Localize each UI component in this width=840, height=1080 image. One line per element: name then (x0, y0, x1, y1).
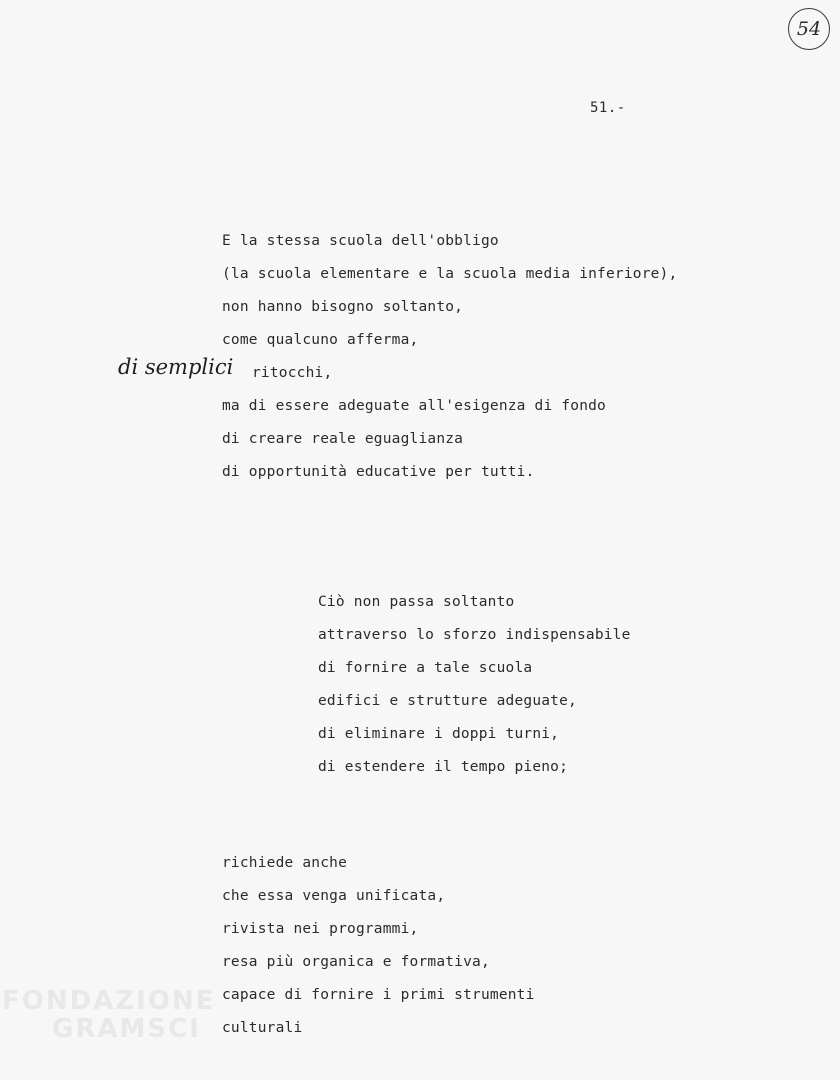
archive-watermark-stamp (50, 430, 690, 570)
paragraph3-line-5: capace di fornire i primi strumenti (222, 987, 535, 1003)
paragraph1-line-3: non hanno bisogno soltanto, (222, 299, 464, 315)
paragraph3-line-6: culturali (222, 1020, 303, 1036)
paragraph2-line-1: Ciò non passa soltanto (318, 594, 515, 610)
paragraph3-line-4: resa più organica e formativa, (222, 954, 490, 970)
paragraph3-line-3: rivista nei programmi, (222, 921, 419, 937)
paragraph2-line-4: edifici e strutture adeguate, (318, 693, 577, 709)
page-number: 51.- (590, 100, 626, 116)
paragraph1-line-8: di opportunità educative per tutti. (222, 464, 535, 480)
paragraph2-line-5: di eliminare i doppi turni, (318, 726, 560, 742)
paragraph1-line-5: ritocchi, (252, 365, 333, 381)
paragraph1-line-6: ma di essere adeguate all'esigenza di fondo (222, 398, 606, 414)
paragraph1-line-7: di creare reale eguaglianza (222, 431, 464, 447)
paragraph1-line-4: come qualcuno afferma, (222, 332, 419, 348)
paragraph1-line-2: (la scuola elementare e la scuola media inferiore), (222, 266, 678, 282)
paragraph3-line-2: che essa venga unificata, (222, 888, 446, 904)
logo-line-2: GRAMSCI (52, 1014, 201, 1045)
logo-line-1: FONDAZIONE (2, 985, 216, 1016)
paragraph2-line-6: di estendere il tempo pieno; (318, 759, 569, 775)
folio-number: 54 (796, 18, 822, 40)
fondazione-logo-watermark (2, 987, 215, 1044)
folio-circle-mark (788, 8, 830, 50)
handwritten-insertion: di semplici (118, 355, 234, 379)
paragraph2-line-3: di fornire a tale scuola (318, 660, 533, 676)
paragraph2-line-2: attraverso lo sforzo indispensabile (318, 627, 631, 643)
paragraph3-line-1: richiede anche (222, 855, 348, 871)
paragraph1-line-1: E la stessa scuola dell'obbligo (222, 233, 499, 249)
